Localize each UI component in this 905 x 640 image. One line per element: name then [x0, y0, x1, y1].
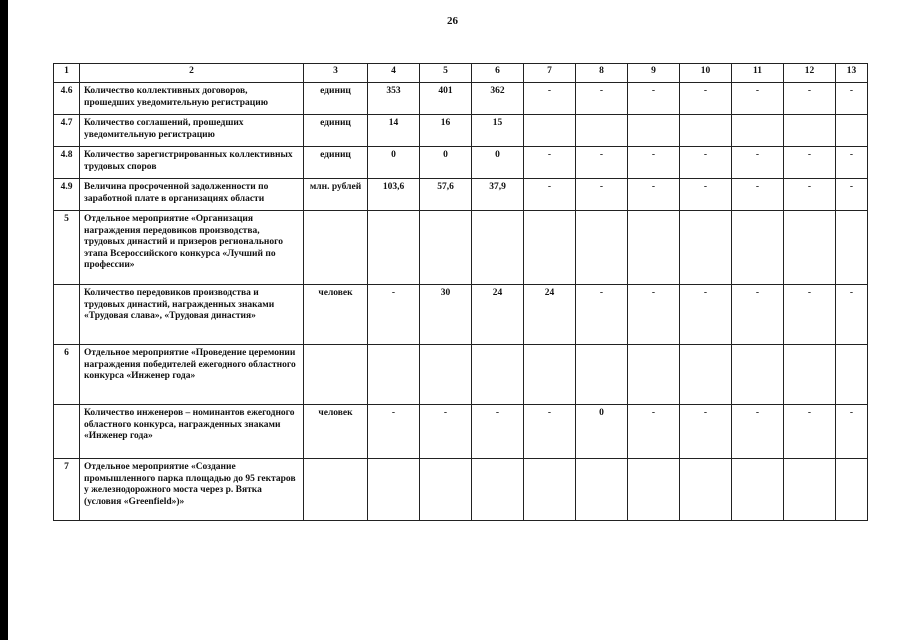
column-number-header: 13 [836, 64, 868, 83]
value-cell [680, 115, 732, 147]
value-cell: 14 [368, 115, 420, 147]
indicator-name: Количество соглашений, прошедших уведомительную регистрацию [80, 115, 304, 147]
value-cell: - [472, 405, 524, 459]
unit: млн. рублей [304, 179, 368, 211]
value-cell: - [524, 83, 576, 115]
value-cell: 103,6 [368, 179, 420, 211]
row-number: 5 [54, 211, 80, 285]
scan-edge-bar [0, 0, 8, 640]
column-number-header: 4 [368, 64, 420, 83]
value-cell [368, 345, 420, 405]
value-cell [524, 115, 576, 147]
column-number-header: 1 [54, 64, 80, 83]
column-number-header: 10 [680, 64, 732, 83]
value-cell: - [732, 179, 784, 211]
value-cell [732, 345, 784, 405]
value-cell [784, 115, 836, 147]
value-cell [628, 211, 680, 285]
table-row [54, 147, 868, 179]
value-cell: - [628, 147, 680, 179]
table-row [54, 405, 868, 459]
value-cell [680, 459, 732, 521]
value-cell [836, 459, 868, 521]
value-cell [420, 459, 472, 521]
value-cell [472, 459, 524, 521]
value-cell [576, 459, 628, 521]
value-cell [732, 211, 784, 285]
value-cell [576, 115, 628, 147]
value-cell: 0 [576, 405, 628, 459]
value-cell: 401 [420, 83, 472, 115]
unit: единиц [304, 83, 368, 115]
value-cell: - [836, 405, 868, 459]
value-cell [420, 211, 472, 285]
value-cell: 362 [472, 83, 524, 115]
row-number: 4.9 [54, 179, 80, 211]
value-cell [680, 345, 732, 405]
value-cell [732, 115, 784, 147]
value-cell: - [836, 285, 868, 345]
value-cell [784, 459, 836, 521]
row-number [54, 405, 80, 459]
value-cell: - [524, 405, 576, 459]
value-cell: - [732, 147, 784, 179]
indicator-name: Величина просроченной задолженности по заработной плате в организациях области [80, 179, 304, 211]
value-cell: - [368, 285, 420, 345]
unit [304, 345, 368, 405]
unit: человек [304, 405, 368, 459]
column-number-header: 8 [576, 64, 628, 83]
value-cell: - [524, 147, 576, 179]
column-number-header: 7 [524, 64, 576, 83]
value-cell [524, 459, 576, 521]
value-cell: - [628, 285, 680, 345]
row-number: 4.8 [54, 147, 80, 179]
value-cell [472, 211, 524, 285]
indicator-name: Количество коллективных договоров, прошедших уведомительную регистрацию [80, 83, 304, 115]
value-cell: - [836, 147, 868, 179]
value-cell: - [784, 405, 836, 459]
value-cell [576, 345, 628, 405]
value-cell: - [680, 147, 732, 179]
indicator-name: Отдельное мероприятие «Проведение церемонии награждения победителей ежегодного областного конкурса «Инженер года» [80, 345, 304, 405]
value-cell [732, 459, 784, 521]
value-cell: 0 [472, 147, 524, 179]
value-cell: - [576, 83, 628, 115]
row-number: 7 [54, 459, 80, 521]
value-cell: 0 [368, 147, 420, 179]
header-row [54, 64, 868, 83]
table-row [54, 345, 868, 405]
indicator-name: Количество передовиков производства и трудовых династий, награжденных знаками «Трудовая слава», «Трудовая династия» [80, 285, 304, 345]
table-row [54, 211, 868, 285]
unit: человек [304, 285, 368, 345]
row-number [54, 285, 80, 345]
unit: единиц [304, 115, 368, 147]
value-cell: - [732, 405, 784, 459]
value-cell: 24 [524, 285, 576, 345]
value-cell: - [628, 83, 680, 115]
value-cell: - [524, 179, 576, 211]
value-cell: 0 [420, 147, 472, 179]
column-number-header: 12 [784, 64, 836, 83]
column-number-header: 3 [304, 64, 368, 83]
column-number-header: 9 [628, 64, 680, 83]
value-cell: - [680, 83, 732, 115]
unit [304, 211, 368, 285]
row-number: 6 [54, 345, 80, 405]
value-cell [784, 211, 836, 285]
value-cell [576, 211, 628, 285]
column-number-header: 5 [420, 64, 472, 83]
value-cell [836, 345, 868, 405]
value-cell: 24 [472, 285, 524, 345]
table-row [54, 285, 868, 345]
value-cell: 16 [420, 115, 472, 147]
indicator-name: Количество зарегистрированных коллективных трудовых споров [80, 147, 304, 179]
table-row [54, 83, 868, 115]
unit: единиц [304, 147, 368, 179]
value-cell: - [680, 405, 732, 459]
value-cell: - [784, 285, 836, 345]
value-cell: 37,9 [472, 179, 524, 211]
value-cell: - [576, 179, 628, 211]
column-number-header: 11 [732, 64, 784, 83]
column-number-header: 6 [472, 64, 524, 83]
value-cell [524, 345, 576, 405]
table-row [54, 115, 868, 147]
value-cell: - [732, 83, 784, 115]
value-cell: - [420, 405, 472, 459]
unit [304, 459, 368, 521]
value-cell: - [628, 179, 680, 211]
value-cell: - [368, 405, 420, 459]
value-cell [420, 345, 472, 405]
value-cell [628, 115, 680, 147]
value-cell: - [680, 179, 732, 211]
value-cell [680, 211, 732, 285]
table-row [54, 179, 868, 211]
value-cell [784, 345, 836, 405]
table-row [54, 459, 868, 521]
value-cell [368, 459, 420, 521]
indicator-name: Отдельное мероприятие «Организация награждения передовиков производства, трудовых династий и призеров регионального этапа Всероссийского конкурса «Лучший по профессии» [80, 211, 304, 285]
row-number: 4.6 [54, 83, 80, 115]
indicator-name: Отдельное мероприятие «Создание промышленного парка площадью до 95 гектаров у железнодорожного моста через р. Вятка (условия «Greenfield»)» [80, 459, 304, 521]
value-cell [628, 459, 680, 521]
value-cell: - [732, 285, 784, 345]
page-number: 26 [447, 15, 458, 27]
value-cell: - [836, 179, 868, 211]
indicators-table [53, 63, 868, 521]
value-cell: - [576, 147, 628, 179]
value-cell [368, 211, 420, 285]
value-cell [524, 211, 576, 285]
value-cell: - [784, 179, 836, 211]
value-cell: - [680, 285, 732, 345]
column-number-header: 2 [80, 64, 304, 83]
value-cell: - [576, 285, 628, 345]
indicator-name: Количество инженеров – номинантов ежегодного областного конкурса, награжденных знаками «Инженер года» [80, 405, 304, 459]
value-cell: - [784, 83, 836, 115]
value-cell: 15 [472, 115, 524, 147]
value-cell [836, 211, 868, 285]
value-cell [472, 345, 524, 405]
row-number: 4.7 [54, 115, 80, 147]
value-cell: - [628, 405, 680, 459]
value-cell [628, 345, 680, 405]
value-cell: - [836, 83, 868, 115]
value-cell [836, 115, 868, 147]
value-cell: 57,6 [420, 179, 472, 211]
value-cell: - [784, 147, 836, 179]
value-cell: 353 [368, 83, 420, 115]
value-cell: 30 [420, 285, 472, 345]
